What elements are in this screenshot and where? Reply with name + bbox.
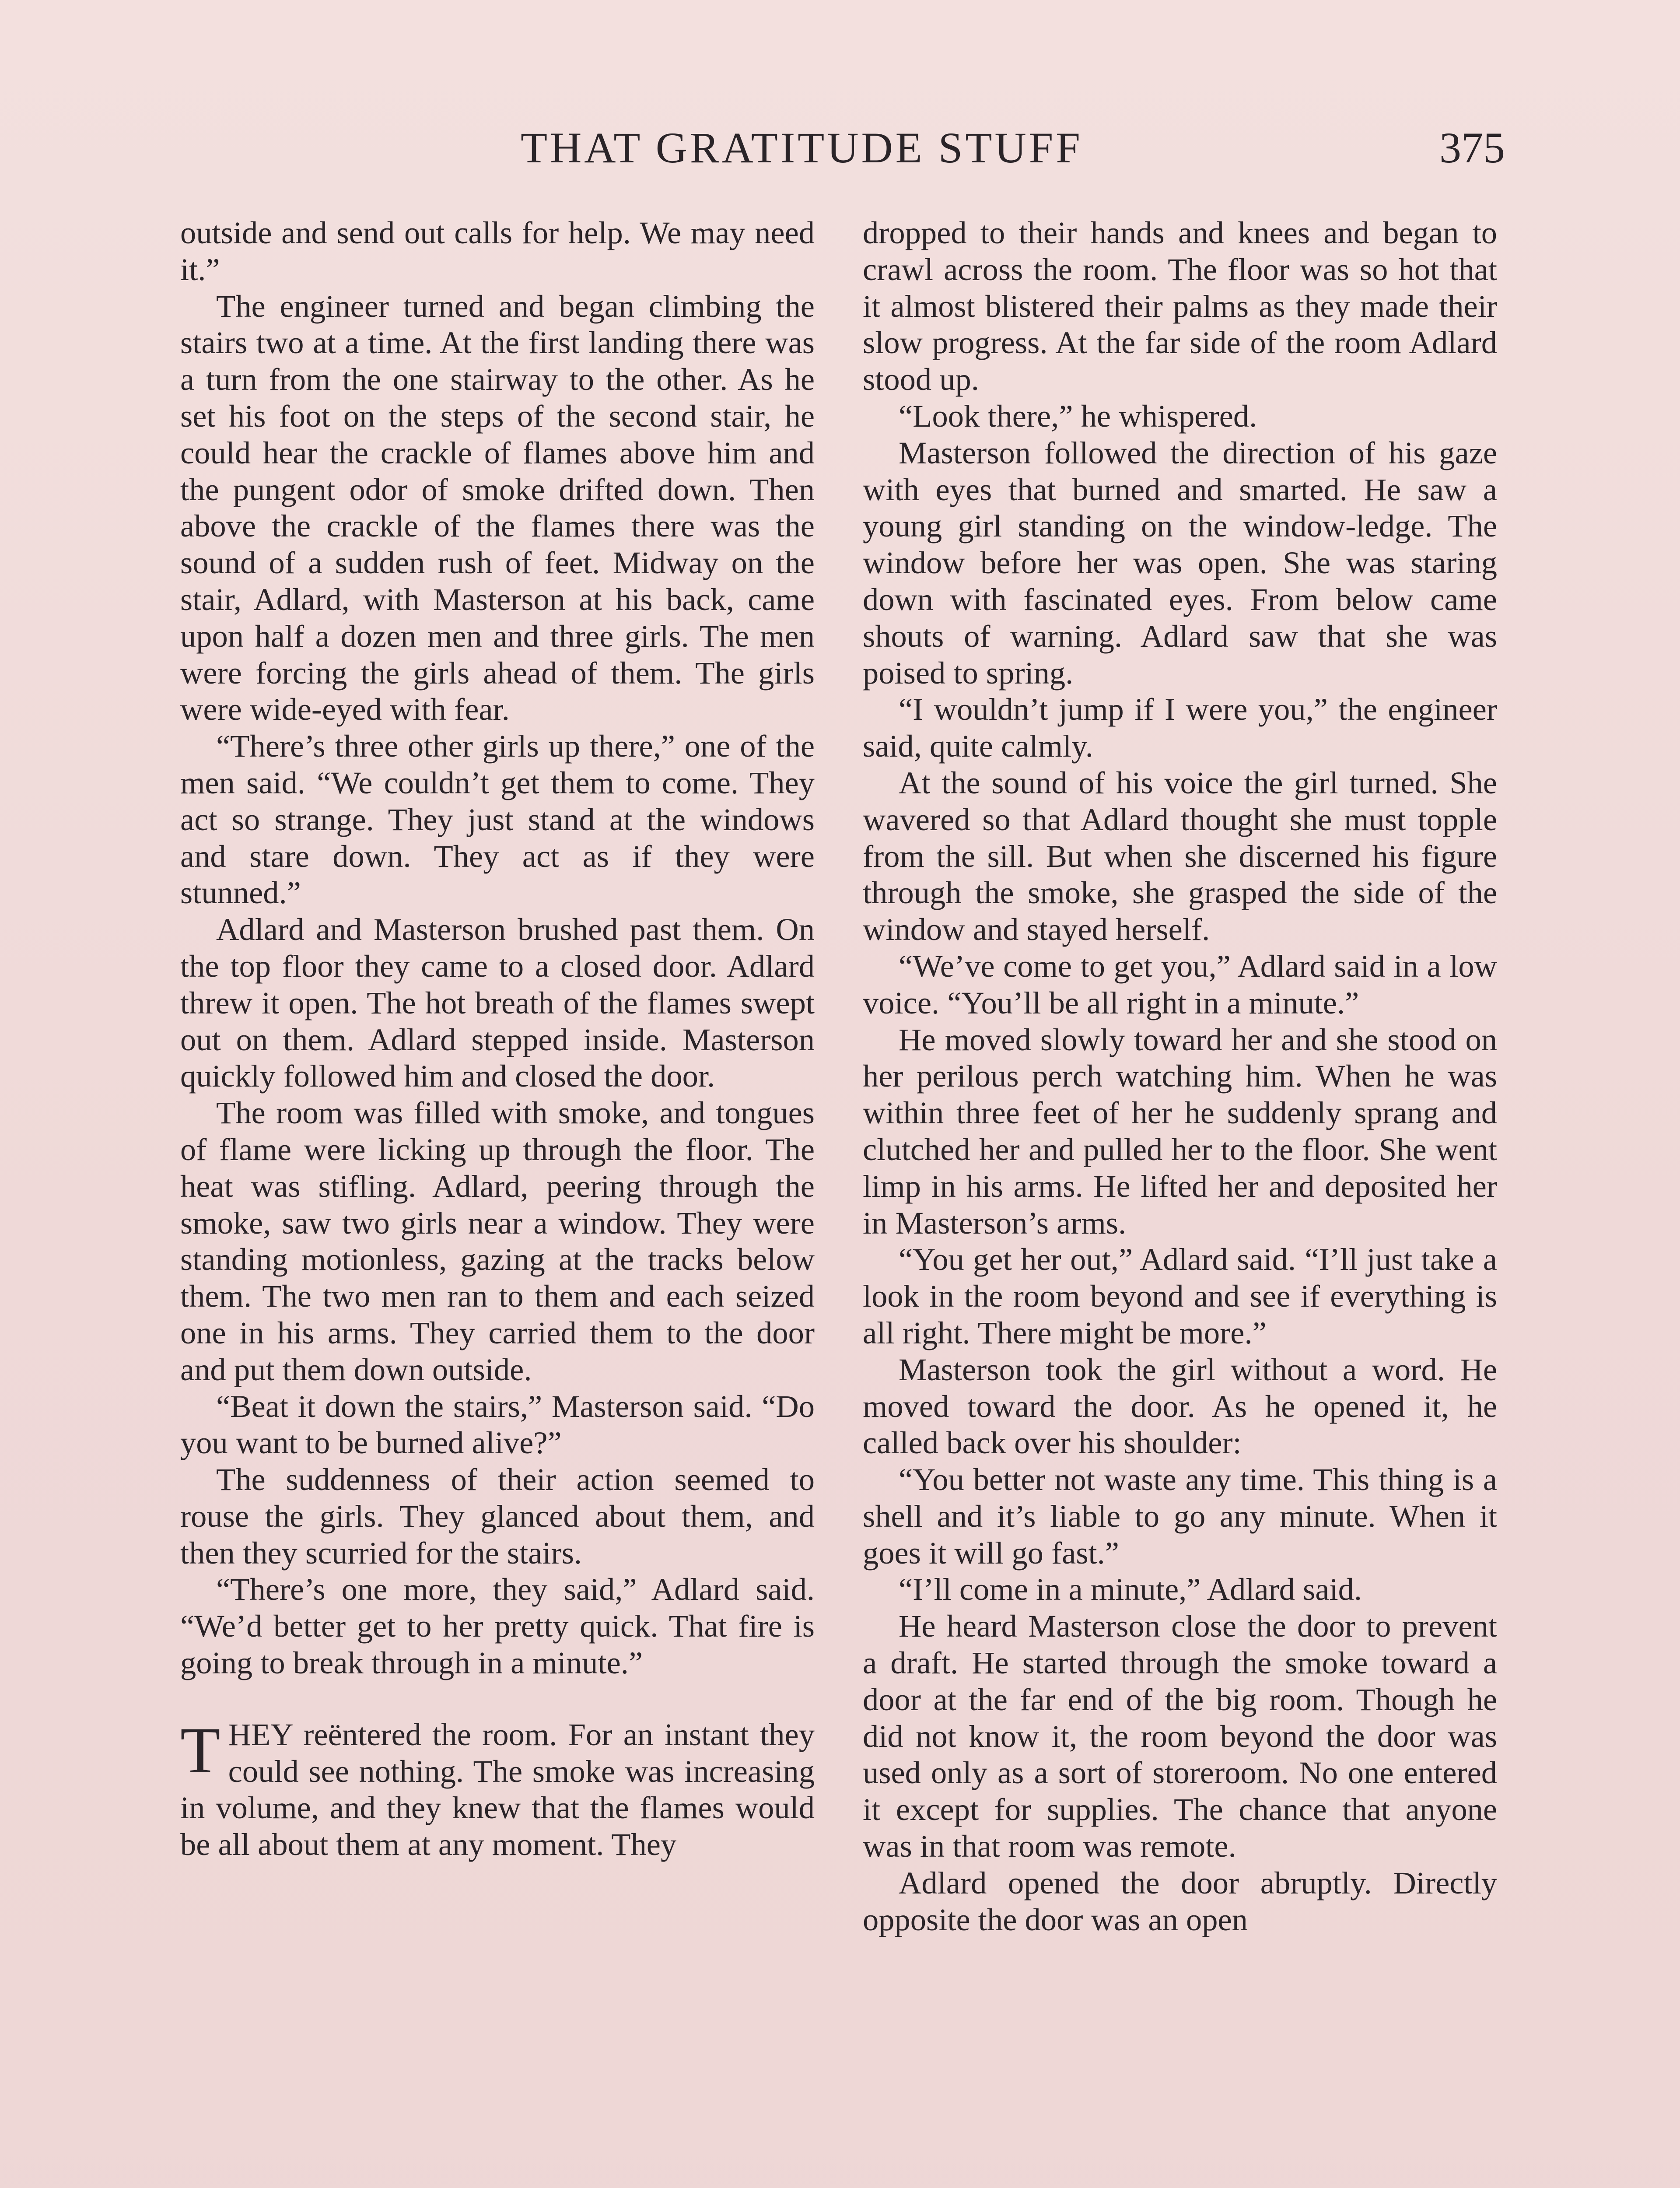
right-column [863,214,1497,2188]
page-number: 375 [1439,123,1505,172]
running-title: THAT GRATITUDE STUFF [521,123,1083,172]
paragraph: “Beat it down the stairs,” Masterson said. “Do you want to be burned alive?” [180,1388,815,1461]
paragraph: “You get her out,” Adlard said. “I’ll just take a look in the room beyond and see if everything is all right. There might be more.” [863,1241,1497,1350]
paragraph: Adlard opened the door abruptly. Directly opposite the door was an open [863,1865,1497,1937]
paragraph: The engineer turned and began climbing the stairs two at a time. At the first landing there was a turn from the one stairway to the other. As he set his foot on the steps of the second stair, he could hear the crackle of flames above him and the pungent odor of smoke drifted down. Then above the crackle of the flames there was the sound of a sudden rush of feet. Midway on the stair, Adlard, with Masterson at his back, came upon half a dozen men and three girls. The men were forcing the girls ahead of them. The girls were wide-eyed with fear. [180,288,815,727]
paragraph: He heard Masterson close the door to prevent a draft. He started through the smoke toward a door at the far end of the big room. Though he did not know it, the room beyond the door was used only as a sort of storeroom. No one entered it except for supplies. The chance that anyone was in that room was remote. [863,1608,1497,1864]
page-header [175,117,1505,179]
paragraph: dropped to their hands and knees and began to crawl across the room. The floor was so hot that it almost blistered their palms as they made their slow progress. At the far side of the room Adlard stood up. [863,215,1497,397]
paragraph: “You better not waste any time. This thing is a shell and it’s liable to go any minute. When it goes it will go fast.” [863,1462,1497,1571]
paragraph: “I’ll come in a minute,” Adlard said. [899,1571,1362,1607]
paragraph: Adlard and Masterson brushed past them. On the top floor they came to a closed door. Adlard threw it open. The hot breath of the flames swept out on them. Adlard stepped inside. Masterson quickly followed him and closed the door. [180,912,815,1094]
paragraph: “I wouldn’t jump if I were you,” the engineer said, quite calmly. [863,691,1497,764]
paragraph: Masterson took the girl without a word. He moved toward the door. As he opened it, he called back over his shoulder: [863,1351,1497,1461]
paragraph: The room was filled with smoke, and tongues of flame were licking up through the floor. The heat was stifling. Adlard, peering through the smoke, saw two girls near a window. They were standing motionless, gazing at the tracks below them. The two men ran to them and each seized one in his arms. They carried them to the door and put them down outside. [180,1095,815,1387]
paragraph: “We’ve come to get you,” Adlard said in a low voice. “You’ll be all right in a minute.” [863,948,1497,1020]
paragraph: “There’s three other girls up there,” one of the men said. “We couldn’t get them to come. They act so strange. They just stand at the windows and stare down. They act as if they were stunned.” [180,728,815,911]
paragraph: outside and send out calls for help. We may need it.” [180,215,815,287]
paragraph: Masterson followed the direction of his gaze with eyes that burned and smarted. He saw a young girl standing on the window-ledge. The window before her was open. She was staring down with fascinated eyes. From below came shouts of warning. Adlard saw that she was poised to spring. [863,435,1497,691]
section-start-paragraph [180,1716,815,1863]
paragraph: “There’s one more, they said,” Adlard said. “We’d better get to her pretty quick. That fire is going to break through in a minute.” [180,1571,815,1681]
paragraph: The suddenness of their action seemed to rouse the girls. They glanced about them, and then they scurried for the stairs. [180,1462,815,1571]
paragraph: “Look there,” he whispered. [899,398,1257,434]
paragraph: He moved slowly toward her and she stood on her perilous perch watching him. When he was within three feet of her he suddenly sprang and clutched her and pulled her to the floor. She went limp in his arms. He lifted her and deposited her in Masterson’s arms. [863,1021,1497,1241]
paragraph: At the sound of his voice the girl turned. She wavered so that Adlard thought she must topple from the sill. But when she discerned his figure through the smoke, she grasped the side of the window and stayed herself. [863,764,1497,947]
drop-cap: T [180,1714,220,1787]
section-text: HEY reëntered the room. For an instant they could see nothing. The smoke was increasing in volume, and they knew that the flames would be all about them at any moment. They [180,1716,815,1862]
left-column [180,214,815,2188]
